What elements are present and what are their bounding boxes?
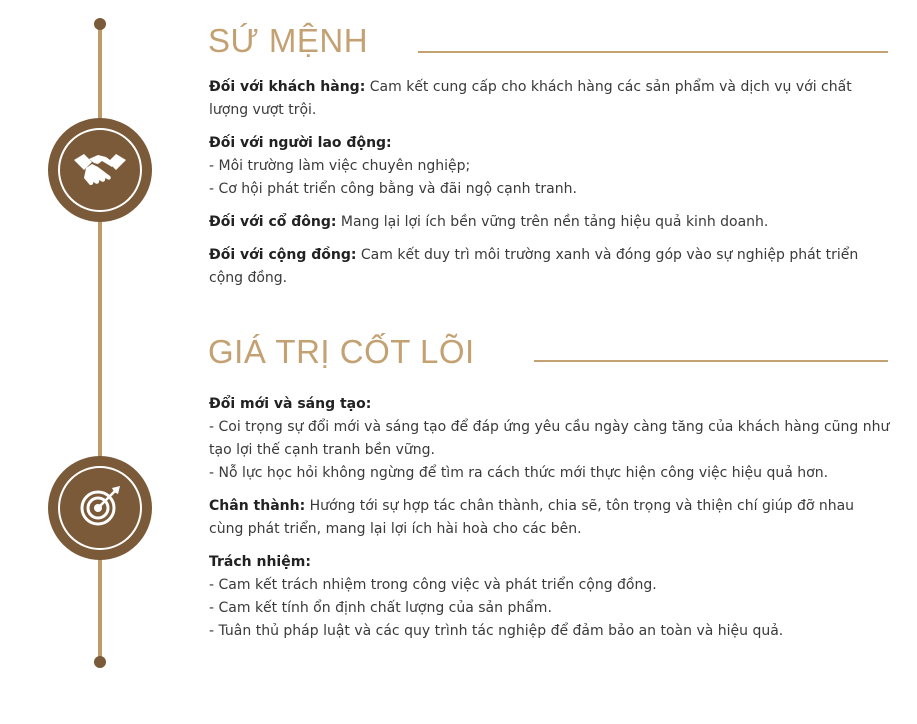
- handshake-icon: [72, 146, 128, 194]
- mission-customers-title: Đối với khách hàng:: [209, 79, 366, 95]
- core-values-heading: GIÁ TRỊ CỐT LÕI: [208, 333, 475, 370]
- core-values-content: [209, 393, 891, 653]
- mission-employees-title: Đối với người lao động:: [209, 135, 392, 151]
- mission-icon-badge: [48, 118, 152, 222]
- value-sincerity: [209, 495, 891, 541]
- mission-employees: [209, 132, 891, 201]
- mission-shareholders-text: Mang lại lợi ích bền vững trên nền tảng hiệu quả kinh doanh.: [336, 214, 769, 230]
- mission-heading-rule: [418, 51, 888, 53]
- mission-employees-line: - Cơ hội phát triển công bằng và đãi ngộ cạnh tranh.: [209, 181, 577, 197]
- value-responsibility-line: - Cam kết trách nhiệm trong công việc và phát triển cộng đồng.: [209, 577, 657, 593]
- mission-shareholders: [209, 211, 891, 234]
- value-sincerity-text: Hướng tới sự hợp tác chân thành, chia sẽ, tôn trọng và thiện chí giúp đỡ nhau cùng phát triển, mang lại lợi ích hài hoà cho các bên.: [209, 498, 855, 537]
- mission-shareholders-title: Đối với cổ đông:: [209, 214, 337, 230]
- timeline-top-dot: [94, 18, 106, 30]
- target-icon: [76, 482, 124, 534]
- mission-heading: SỨ MỆNH: [208, 22, 369, 59]
- value-innovation: [209, 393, 891, 485]
- value-responsibility-title: Trách nhiệm:: [209, 554, 311, 570]
- value-responsibility: [209, 551, 891, 643]
- mission-customers-text: Cam kết cung cấp cho khách hàng các sản phẩm và dịch vụ với chất lượng vượt trội.: [209, 79, 852, 118]
- value-responsibility-line: - Tuân thủ pháp luật và các quy trình tác nghiệp để đảm bảo an toàn và hiệu quả.: [209, 623, 784, 639]
- mission-community: [209, 244, 891, 290]
- timeline-bottom-dot: [94, 656, 106, 668]
- value-innovation-title: Đổi mới và sáng tạo:: [209, 396, 372, 412]
- mission-employees-line: - Môi trường làm việc chuyên nghiệp;: [209, 158, 471, 174]
- value-sincerity-title: Chân thành:: [209, 498, 306, 514]
- mission-community-title: Đối với cộng đồng:: [209, 247, 357, 263]
- mission-customers: [209, 76, 891, 122]
- mission-content: [209, 76, 891, 300]
- value-innovation-line: - Nỗ lực học hỏi không ngừng để tìm ra cách thức mới thực hiện công việc hiệu quả hơn.: [209, 465, 829, 481]
- value-innovation-line: - Coi trọng sự đổi mới và sáng tạo để đáp ứng yêu cầu ngày càng tăng của khách hàng cũng như tạo lợi thế cạnh tranh bền vững.: [209, 419, 890, 458]
- mission-community-text: Cam kết duy trì môi trường xanh và đóng góp vào sự nghiệp phát triển cộng đồng.: [209, 247, 859, 286]
- value-responsibility-line: - Cam kết tính ổn định chất lượng của sản phẩm.: [209, 600, 552, 616]
- core-values-heading-rule: [534, 360, 888, 362]
- core-values-icon-badge: [48, 456, 152, 560]
